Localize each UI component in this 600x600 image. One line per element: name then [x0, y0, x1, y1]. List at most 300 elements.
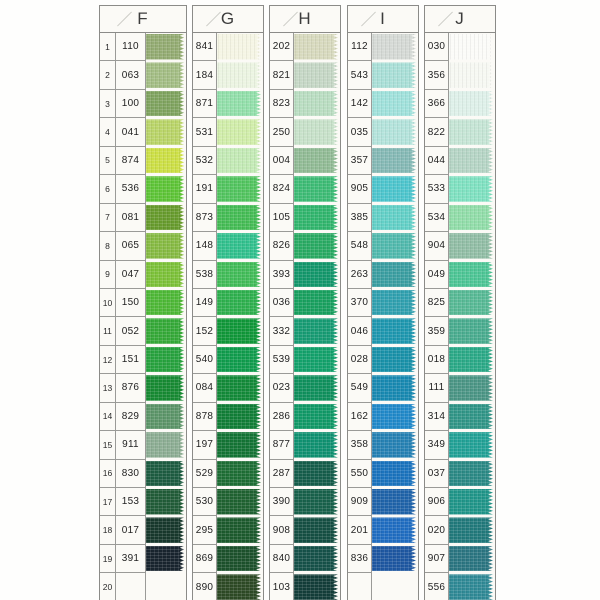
swatch-cell	[146, 61, 186, 89]
swatch-cell	[449, 175, 495, 203]
table-row	[100, 374, 186, 402]
swatch-cell	[449, 61, 495, 89]
table-row	[348, 374, 418, 402]
color-code: 907	[425, 545, 449, 573]
table-row	[425, 118, 495, 146]
swatch-cell	[372, 289, 418, 317]
swatch-cell	[449, 289, 495, 317]
color-code: 023	[270, 374, 294, 402]
table-row	[270, 488, 340, 516]
color-code: 536	[116, 175, 146, 203]
fabric-swatch	[217, 318, 261, 344]
swatch-cell	[146, 573, 186, 600]
table-row	[100, 346, 186, 374]
fabric-swatch	[372, 205, 416, 231]
swatch-cell	[449, 374, 495, 402]
color-code: 153	[116, 488, 146, 516]
color-code: 184	[193, 61, 217, 89]
fabric-swatch	[146, 461, 184, 487]
color-code: 263	[348, 261, 372, 289]
table-row	[100, 147, 186, 175]
table-row	[270, 431, 340, 459]
fabric-swatch	[294, 546, 338, 572]
color-card-F	[99, 5, 187, 600]
swatch-cell	[372, 61, 418, 89]
color-code: 876	[116, 374, 146, 402]
color-code: 530	[193, 488, 217, 516]
table-row	[193, 90, 263, 118]
table-row	[425, 573, 495, 600]
table-row	[425, 516, 495, 544]
table-row	[270, 545, 340, 573]
color-code: 349	[425, 431, 449, 459]
swatch-cell	[449, 317, 495, 345]
swatch-cell	[372, 374, 418, 402]
table-row	[425, 175, 495, 203]
table-row	[425, 90, 495, 118]
fabric-swatch	[449, 517, 493, 543]
color-code: 112	[348, 33, 372, 61]
fabric-swatch	[217, 517, 261, 543]
table-row	[100, 460, 186, 488]
table-row	[193, 289, 263, 317]
table-row	[270, 403, 340, 431]
fabric-swatch	[372, 489, 416, 515]
swatch-cell	[294, 431, 340, 459]
table-row	[425, 33, 495, 61]
swatch-cell	[449, 403, 495, 431]
fabric-swatch	[449, 432, 493, 458]
table-row	[425, 374, 495, 402]
table-row	[348, 289, 418, 317]
color-code: 869	[193, 545, 217, 573]
swatch-cell	[146, 204, 186, 232]
card-header	[100, 6, 186, 33]
table-row	[270, 90, 340, 118]
swatch-cell	[294, 204, 340, 232]
fabric-swatch	[146, 375, 184, 401]
fabric-swatch	[294, 489, 338, 515]
table-row	[425, 488, 495, 516]
table-row	[193, 488, 263, 516]
swatch-cell	[217, 33, 263, 61]
table-row	[193, 118, 263, 146]
swatch-cell	[146, 374, 186, 402]
fabric-swatch	[372, 233, 416, 259]
row-number: 15	[100, 431, 116, 459]
color-code: 105	[270, 204, 294, 232]
fabric-swatch	[294, 205, 338, 231]
color-code: 004	[270, 147, 294, 175]
swatch-cell	[217, 573, 263, 600]
table-row	[348, 545, 418, 573]
table-row	[425, 61, 495, 89]
table-row	[100, 204, 186, 232]
swatch-cell	[294, 118, 340, 146]
color-code: 162	[348, 403, 372, 431]
swatch-cell	[217, 147, 263, 175]
fabric-swatch	[217, 489, 261, 515]
color-code: 357	[348, 147, 372, 175]
fabric-swatch	[449, 404, 493, 430]
table-row	[425, 232, 495, 260]
fabric-swatch	[294, 461, 338, 487]
fabric-swatch	[372, 404, 416, 430]
table-row	[100, 488, 186, 516]
table-row	[100, 61, 186, 89]
table-row	[425, 261, 495, 289]
color-code: 017	[116, 516, 146, 544]
swatch-cell	[372, 175, 418, 203]
color-code: 391	[116, 545, 146, 573]
table-row	[348, 460, 418, 488]
fabric-swatch	[372, 148, 416, 174]
color-code: 046	[348, 317, 372, 345]
swatch-cell	[294, 175, 340, 203]
scan-scratch-mark	[361, 12, 376, 27]
table-row	[270, 147, 340, 175]
color-code: 110	[116, 33, 146, 61]
column-letter: I	[380, 9, 386, 28]
fabric-swatch	[217, 290, 261, 316]
swatch-cell	[217, 289, 263, 317]
swatch-cell	[146, 90, 186, 118]
swatch-cell	[217, 545, 263, 573]
color-code: 841	[193, 33, 217, 61]
color-code: 332	[270, 317, 294, 345]
table-row	[193, 261, 263, 289]
fabric-swatch	[449, 34, 493, 60]
table-row	[270, 232, 340, 260]
table-row	[425, 147, 495, 175]
fabric-swatch	[449, 91, 493, 117]
color-code: 540	[193, 346, 217, 374]
fabric-swatch	[217, 205, 261, 231]
table-row	[425, 346, 495, 374]
fabric-swatch	[449, 176, 493, 202]
table-row	[193, 403, 263, 431]
color-code: 840	[270, 545, 294, 573]
fabric-swatch	[449, 347, 493, 373]
table-row	[270, 573, 340, 600]
color-code: 823	[270, 90, 294, 118]
row-number: 12	[100, 346, 116, 374]
swatch-cell	[217, 403, 263, 431]
table-row	[348, 204, 418, 232]
color-code: 821	[270, 61, 294, 89]
swatch-cell	[146, 232, 186, 260]
table-row	[425, 204, 495, 232]
swatch-cell	[372, 460, 418, 488]
swatch-cell	[217, 232, 263, 260]
fabric-swatch	[449, 290, 493, 316]
color-code: 287	[270, 460, 294, 488]
swatch-cell	[449, 147, 495, 175]
table-row	[270, 289, 340, 317]
color-code: 549	[348, 374, 372, 402]
color-code: 358	[348, 431, 372, 459]
color-code: 826	[270, 232, 294, 260]
swatch-cell	[146, 175, 186, 203]
color-code: 830	[116, 460, 146, 488]
fabric-swatch	[146, 34, 184, 60]
color-code: 081	[116, 204, 146, 232]
table-row	[100, 90, 186, 118]
fabric-swatch	[146, 91, 184, 117]
color-code: 877	[270, 431, 294, 459]
color-code: 393	[270, 261, 294, 289]
row-number: 5	[100, 147, 116, 175]
color-code: 366	[425, 90, 449, 118]
color-code: 824	[270, 175, 294, 203]
fabric-swatch	[294, 347, 338, 373]
color-code: 534	[425, 204, 449, 232]
color-code: 873	[193, 204, 217, 232]
fabric-swatch	[449, 318, 493, 344]
scan-scratch-mark	[438, 12, 453, 27]
swatch-cell	[294, 516, 340, 544]
swatch-cell	[294, 545, 340, 573]
swatch-cell	[372, 90, 418, 118]
color-code: 111	[425, 374, 449, 402]
color-code: 063	[116, 61, 146, 89]
fabric-swatch	[294, 176, 338, 202]
color-code: 036	[270, 289, 294, 317]
fabric-swatch	[372, 176, 416, 202]
fabric-swatch	[372, 432, 416, 458]
table-row	[270, 261, 340, 289]
fabric-swatch	[217, 546, 261, 572]
table-row	[100, 33, 186, 61]
swatch-cell	[146, 289, 186, 317]
fabric-swatch	[146, 517, 184, 543]
swatch-cell	[372, 232, 418, 260]
color-code: 908	[270, 516, 294, 544]
table-row	[425, 460, 495, 488]
color-code: 152	[193, 317, 217, 345]
color-code: 191	[193, 175, 217, 203]
fabric-swatch	[372, 347, 416, 373]
scan-scratch-mark	[283, 12, 298, 27]
card-header	[348, 6, 418, 33]
color-code: 356	[425, 61, 449, 89]
color-code	[348, 573, 372, 600]
swatch-cell	[217, 431, 263, 459]
fabric-swatch	[372, 34, 416, 60]
swatch-cell	[372, 573, 418, 600]
row-number: 11	[100, 317, 116, 345]
swatch-cell	[372, 431, 418, 459]
fabric-swatch	[217, 432, 261, 458]
color-code: 201	[348, 516, 372, 544]
color-code: 390	[270, 488, 294, 516]
fabric-swatch	[217, 119, 261, 145]
fabric-swatch	[146, 318, 184, 344]
swatch-cell	[372, 516, 418, 544]
swatch-cell	[294, 488, 340, 516]
fabric-swatch	[294, 517, 338, 543]
swatch-cell	[449, 204, 495, 232]
fabric-swatch	[146, 119, 184, 145]
color-code: 538	[193, 261, 217, 289]
fabric-swatch	[217, 34, 261, 60]
table-row	[100, 545, 186, 573]
swatch-cell	[146, 346, 186, 374]
table-row	[100, 118, 186, 146]
fabric-swatch	[146, 546, 184, 572]
row-number: 10	[100, 289, 116, 317]
color-code: 825	[425, 289, 449, 317]
color-code: 822	[425, 118, 449, 146]
fabric-swatch	[294, 148, 338, 174]
swatch-cell	[449, 33, 495, 61]
swatch-cell	[449, 232, 495, 260]
table-row	[425, 545, 495, 573]
swatch-cell	[372, 261, 418, 289]
table-row	[348, 488, 418, 516]
color-code: 878	[193, 403, 217, 431]
fabric-swatch	[294, 318, 338, 344]
table-row	[270, 118, 340, 146]
color-code: 532	[193, 147, 217, 175]
table-row	[348, 175, 418, 203]
fabric-swatch	[146, 176, 184, 202]
table-row	[348, 118, 418, 146]
swatch-cell	[146, 261, 186, 289]
color-code: 543	[348, 61, 372, 89]
table-row	[193, 175, 263, 203]
fabric-swatch	[294, 119, 338, 145]
swatch-cell	[294, 289, 340, 317]
fabric-swatch	[372, 318, 416, 344]
swatch-cell	[217, 61, 263, 89]
swatch-cell	[449, 118, 495, 146]
table-row	[348, 61, 418, 89]
swatch-cell	[217, 374, 263, 402]
table-row	[193, 147, 263, 175]
swatch-cell	[294, 232, 340, 260]
table-row	[425, 289, 495, 317]
table-row	[348, 317, 418, 345]
table-row	[270, 516, 340, 544]
swatch-cell	[294, 460, 340, 488]
color-code: 103	[270, 573, 294, 600]
table-row	[193, 431, 263, 459]
color-code: 100	[116, 90, 146, 118]
table-row	[100, 261, 186, 289]
color-code: 151	[116, 346, 146, 374]
fabric-swatch	[146, 489, 184, 515]
table-row	[193, 346, 263, 374]
fabric-swatch	[294, 262, 338, 288]
fabric-swatch	[449, 148, 493, 174]
fabric-swatch	[372, 262, 416, 288]
fabric-swatch	[294, 404, 338, 430]
fabric-swatch	[294, 34, 338, 60]
table-row	[270, 175, 340, 203]
swatch-cell	[146, 460, 186, 488]
fabric-swatch	[294, 432, 338, 458]
table-row	[348, 261, 418, 289]
row-number: 6	[100, 175, 116, 203]
table-row	[270, 33, 340, 61]
fabric-swatch	[146, 205, 184, 231]
table-row	[193, 204, 263, 232]
color-code: 533	[425, 175, 449, 203]
fabric-swatch	[449, 233, 493, 259]
swatch-cell	[372, 346, 418, 374]
fabric-swatch	[449, 574, 493, 600]
color-code: 044	[425, 147, 449, 175]
color-code: 314	[425, 403, 449, 431]
fabric-swatch	[294, 233, 338, 259]
fabric-swatch	[217, 176, 261, 202]
color-code: 911	[116, 431, 146, 459]
swatch-cell	[217, 118, 263, 146]
row-number: 16	[100, 460, 116, 488]
swatch-cell	[294, 403, 340, 431]
swatch-cell	[294, 261, 340, 289]
fabric-swatch	[217, 347, 261, 373]
row-number: 1	[100, 33, 116, 61]
row-number: 9	[100, 261, 116, 289]
swatch-cell	[294, 573, 340, 600]
color-code: 037	[425, 460, 449, 488]
swatch-cell	[217, 261, 263, 289]
table-row	[348, 33, 418, 61]
swatch-cell	[146, 545, 186, 573]
color-code: 359	[425, 317, 449, 345]
swatch-cell	[146, 431, 186, 459]
row-number: 4	[100, 118, 116, 146]
swatch-cell	[217, 204, 263, 232]
color-code: 149	[193, 289, 217, 317]
swatch-cell	[146, 488, 186, 516]
table-row	[193, 516, 263, 544]
fabric-swatch	[146, 62, 184, 88]
fabric-swatch	[372, 517, 416, 543]
color-code: 871	[193, 90, 217, 118]
fabric-swatch	[294, 574, 338, 600]
card-header	[270, 6, 340, 33]
fabric-swatch	[449, 546, 493, 572]
fabric-swatch	[146, 347, 184, 373]
swatch-cell	[372, 147, 418, 175]
column-letter: H	[298, 9, 312, 28]
swatch-cell	[372, 118, 418, 146]
swatch-cell	[449, 90, 495, 118]
table-row	[100, 175, 186, 203]
table-row	[348, 232, 418, 260]
row-number: 14	[100, 403, 116, 431]
table-row	[100, 431, 186, 459]
fabric-swatch	[217, 262, 261, 288]
fabric-swatch	[217, 91, 261, 117]
table-row	[193, 61, 263, 89]
swatch-cell	[146, 317, 186, 345]
table-row	[193, 374, 263, 402]
swatch-cell	[449, 346, 495, 374]
fabric-swatch	[146, 233, 184, 259]
color-code: 904	[425, 232, 449, 260]
table-row	[270, 317, 340, 345]
fabric-swatch	[217, 233, 261, 259]
color-card-G	[192, 5, 264, 600]
column-letter: J	[455, 9, 465, 28]
color-code: 385	[348, 204, 372, 232]
swatch-cell	[294, 374, 340, 402]
fabric-swatch	[217, 461, 261, 487]
